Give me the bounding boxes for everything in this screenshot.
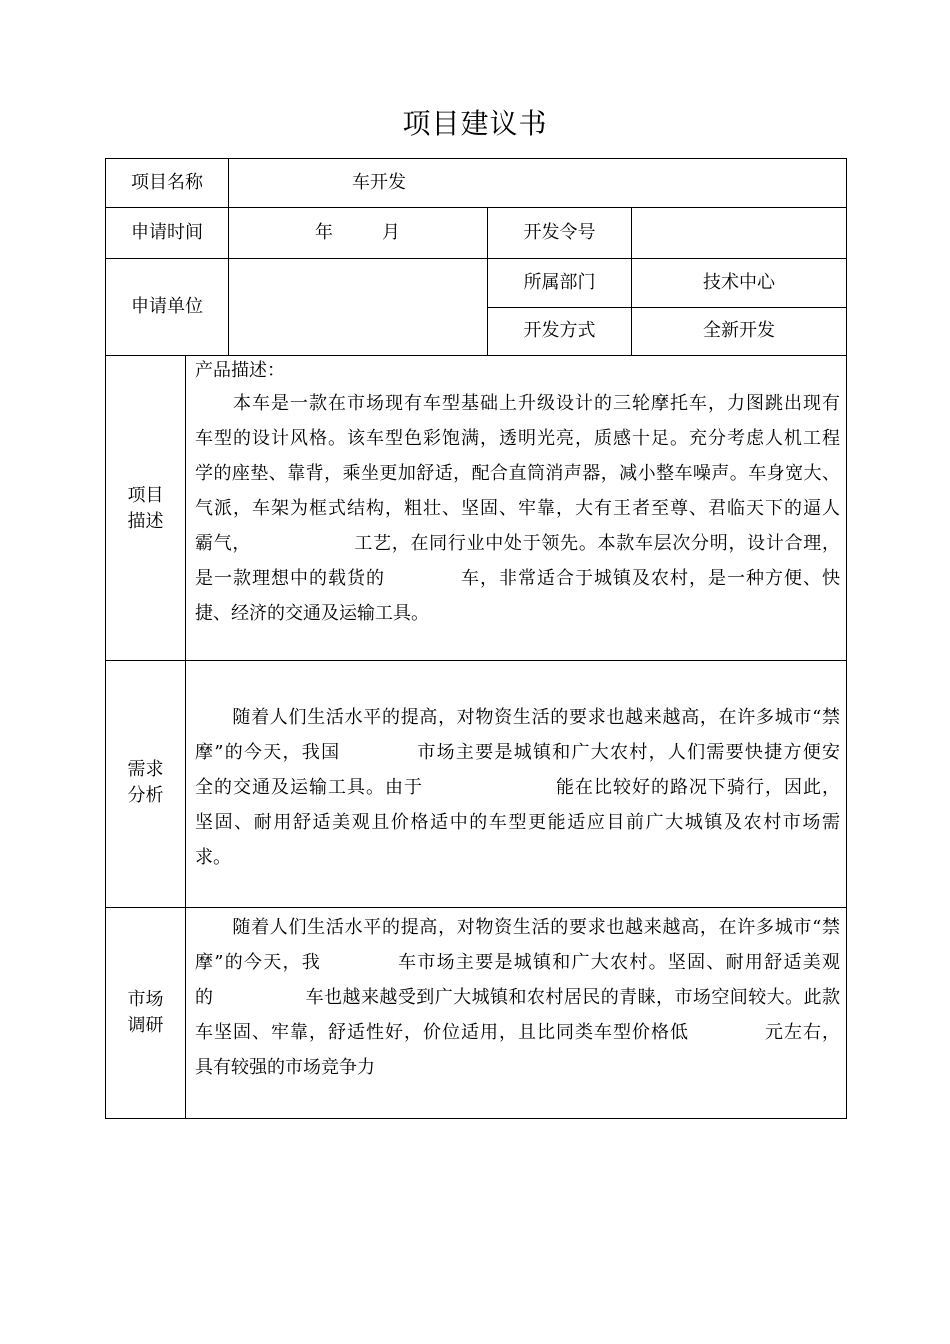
column-divider xyxy=(185,355,186,1119)
description-line: 是一款理想中的载货的 车，非常适合于城镇及农村，是一种方便、快 xyxy=(195,568,840,589)
apply-time-year: 年 xyxy=(315,222,333,243)
project-name-label: 项目名称 xyxy=(131,172,203,193)
department-value: 技术中心 xyxy=(703,272,775,293)
demand-body xyxy=(195,700,840,875)
row-divider xyxy=(487,307,846,308)
dev-method-label: 开发方式 xyxy=(523,320,596,341)
demand-section-label xyxy=(106,757,185,809)
description-line: 学的座垫、靠背，乘坐更加舒适，配合直筒消声器，减小整车噪声。车身宽大、 xyxy=(195,463,840,484)
demand-label-line1: 需求 xyxy=(127,759,164,780)
demand-line: 坚固、耐用舒适美观且价格适中的车型更能适应目前广大城镇及农村市场需 xyxy=(195,812,840,833)
description-line: 气派，车架为框式结构，粗壮、坚固、牢靠，大有王者至尊、君临天下的逼人 xyxy=(195,498,840,519)
description-line: 霸气， 工艺，在同行业中处于领先。本款车层次分明，设计合理， xyxy=(195,533,840,554)
description-line: 车型的设计风格。该车型色彩饱满，透明光亮，质感十足。充分考虑人机工程 xyxy=(195,428,840,449)
demand-line: 随着人们生活水平的提高，对物资生活的要求也越来越高，在许多城市“禁 xyxy=(195,707,840,728)
row-divider xyxy=(106,907,846,908)
market-line: 车坚固、牢靠，舒适性好，价位适用，且比同类车型价格低 元左右， xyxy=(195,1022,840,1043)
description-label-line2: 描述 xyxy=(127,511,164,532)
row-divider xyxy=(106,207,846,208)
market-line: 具有较强的市场竞争力 xyxy=(195,1057,375,1078)
description-body xyxy=(195,356,840,631)
demand-line: 摩”的今天，我国 市场主要是城镇和广大农村，人们需要快捷方便安 xyxy=(195,742,840,763)
market-line: 的 车也越来越受到广大城镇和农村居民的青睐，市场空间较大。此款 xyxy=(195,987,840,1008)
proposal-form-table xyxy=(105,158,847,1119)
apply-time-label: 申请时间 xyxy=(131,222,203,243)
department-label: 所属部门 xyxy=(523,272,596,293)
document-title: 项目建议书 xyxy=(402,107,548,140)
apply-unit-label: 申请单位 xyxy=(131,296,203,317)
market-label-line1: 市场 xyxy=(127,989,164,1010)
row-divider xyxy=(106,258,846,259)
description-section-label xyxy=(106,483,185,535)
market-line: 摩”的今天，我 车市场主要是城镇和广大农村。坚固、耐用舒适美观 xyxy=(195,952,840,973)
market-body xyxy=(195,910,840,1085)
dev-method-value: 全新开发 xyxy=(703,320,775,341)
market-line: 随着人们生活水平的提高，对物资生活的要求也越来越高，在许多城市“禁 xyxy=(195,917,840,938)
demand-line: 全的交通及运输工具。由于 能在比较好的路况下骑行，因此， xyxy=(195,777,840,798)
market-section-label xyxy=(106,987,185,1039)
column-divider xyxy=(228,159,229,355)
description-line: 捷、经济的交通及运输工具。 xyxy=(195,603,429,624)
demand-label-line2: 分析 xyxy=(127,785,164,806)
description-line: 本车是一款在市场现有车型基础上升级设计的三轮摩托车，力图跳出现有 xyxy=(195,393,840,414)
demand-line: 求。 xyxy=(195,847,231,868)
apply-time-month: 月 xyxy=(382,222,400,243)
project-name-value: 车开发 xyxy=(352,172,406,193)
description-label-line1: 项目 xyxy=(127,485,164,506)
description-heading: 产品描述： xyxy=(195,360,285,381)
dev-order-label: 开发令号 xyxy=(523,222,596,243)
market-label-line2: 调研 xyxy=(127,1015,164,1036)
row-divider xyxy=(106,660,846,661)
